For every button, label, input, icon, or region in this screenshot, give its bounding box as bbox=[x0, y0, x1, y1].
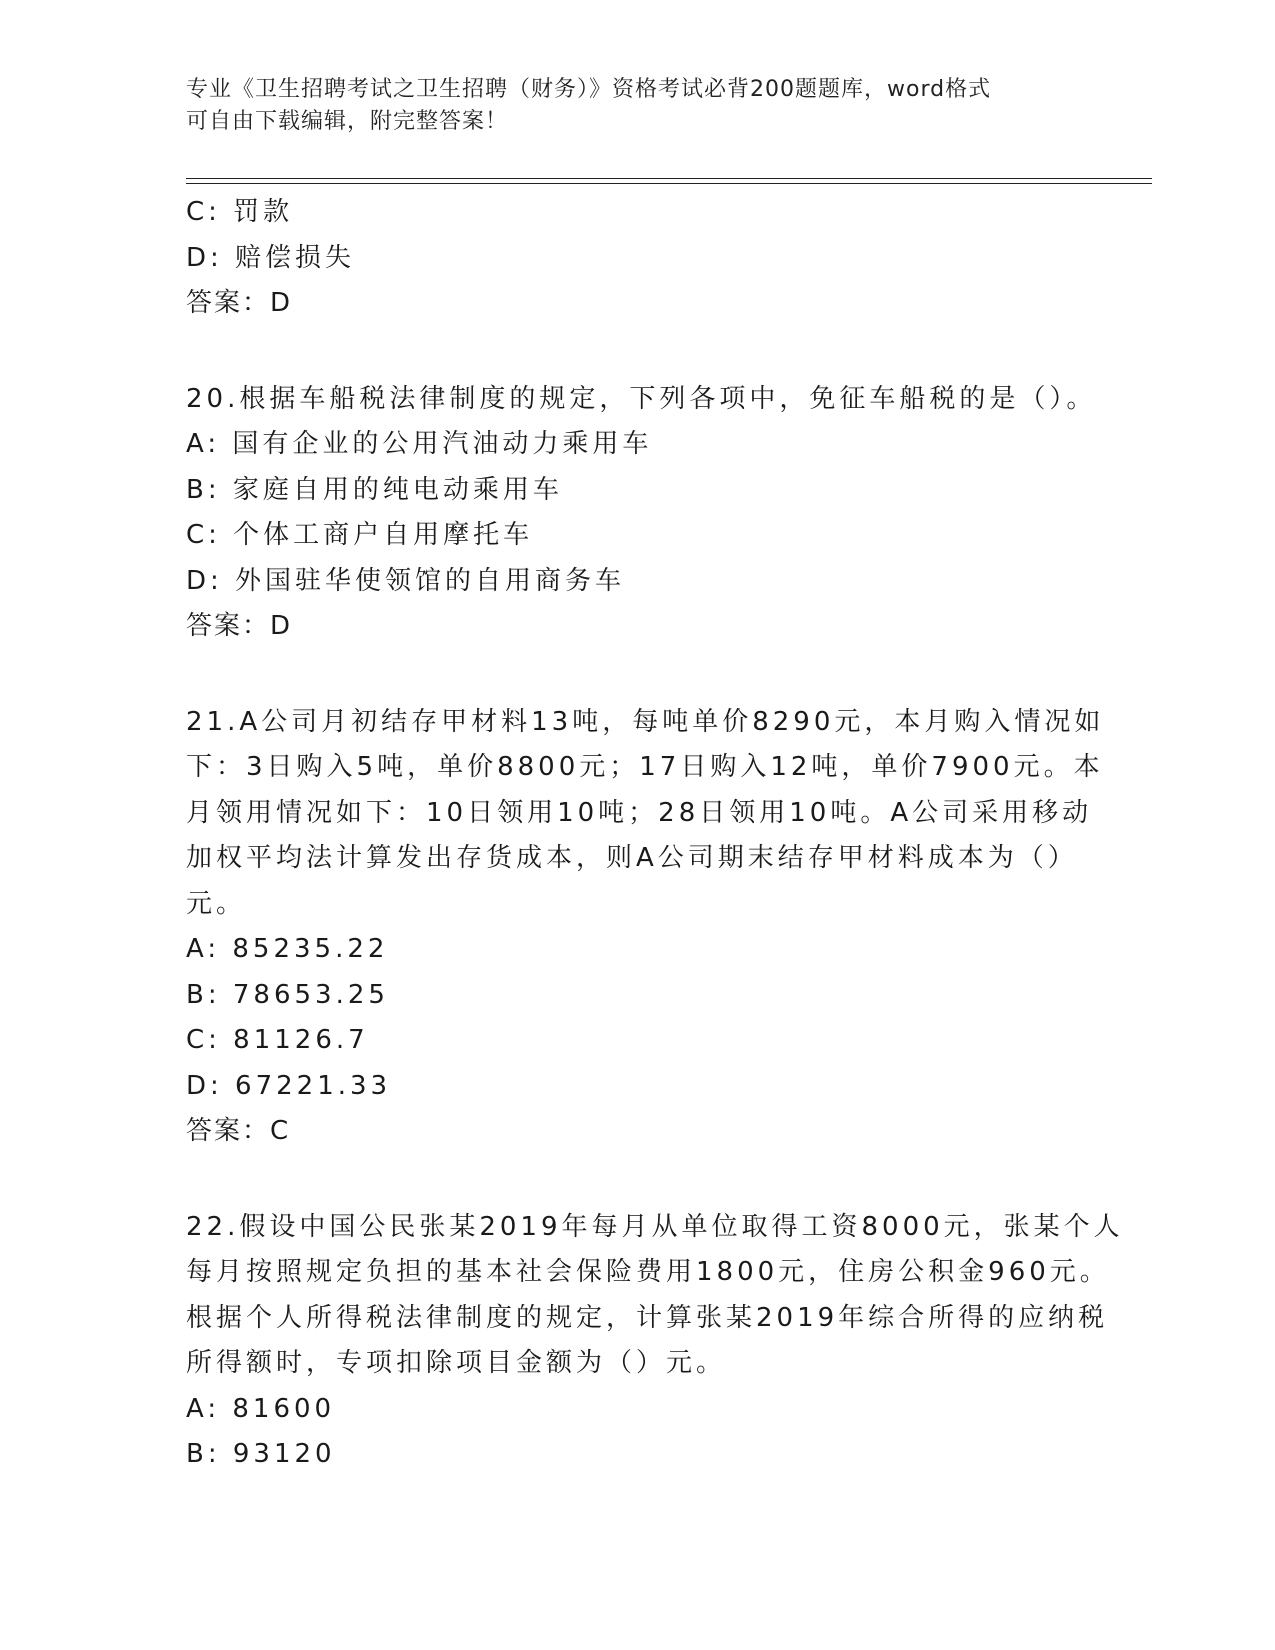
option-c: C: 个体工商户自用摩托车 bbox=[186, 520, 534, 550]
option-d: D: 赔偿损失 bbox=[186, 242, 356, 273]
question-22 bbox=[186, 1205, 1124, 1478]
header-divider-bottom bbox=[186, 183, 1152, 184]
question-stem-line: 月领用情况如下：10日领用10吨；28日领用10吨。A公司采用移动 bbox=[186, 797, 1093, 828]
question-list bbox=[186, 190, 1124, 1478]
header-divider-top bbox=[186, 178, 1152, 179]
question-stem-line: 所得额时，专项扣除项目金额为（）元。 bbox=[186, 1348, 727, 1378]
question-stem-line: 22.假设中国公民张某2019年每月从单位取得工资8000元，张某个人 bbox=[186, 1211, 1124, 1242]
question-20 bbox=[186, 377, 1097, 650]
question-21 bbox=[186, 700, 1105, 1155]
question-spacer bbox=[186, 1155, 1086, 1205]
question-stem-line: 根据个人所得税法律制度的规定，计算张某2019年综合所得的应纳税 bbox=[186, 1302, 1109, 1333]
question-stem: 20.根据车船税法律制度的规定，下列各项中，免征车船税的是（）。 bbox=[186, 383, 1097, 414]
option-c: C: 81126.7 bbox=[186, 1025, 369, 1055]
question-spacer bbox=[186, 650, 1086, 700]
option-b: B: 家庭自用的纯电动乘用车 bbox=[186, 474, 563, 505]
question-stem-line: 21.A公司月初结存甲材料13吨，每吨单价8290元，本月购入情况如 bbox=[186, 706, 1105, 737]
option-a: A: 国有企业的公用汽油动力乘用车 bbox=[186, 429, 653, 459]
option-a: A: 85235.22 bbox=[186, 934, 389, 964]
option-d: D: 67221.33 bbox=[186, 1070, 392, 1101]
question-stem-line: 下：3日购入5吨，单价8800元；17日购入12吨，单价7900元。本 bbox=[186, 752, 1104, 782]
answer-line: 答案：D bbox=[186, 611, 293, 641]
option-b: B: 78653.25 bbox=[186, 979, 389, 1010]
document-header bbox=[186, 74, 1066, 138]
option-d: D: 外国驻华使领馆的自用商务车 bbox=[186, 565, 626, 596]
question-stem-line: 加权平均法计算发出存货成本，则A公司期末结存甲材料成本为（） bbox=[186, 843, 1078, 873]
question-stem-line: 每月按照规定负担的基本社会保险费用1800元，住房公积金960元。 bbox=[186, 1257, 1110, 1287]
answer-line: 答案：C bbox=[186, 1116, 291, 1146]
question-stem-line: 元。 bbox=[186, 888, 247, 919]
option-a: A: 81600 bbox=[186, 1393, 336, 1424]
header-title-line-1: 专业《卫生招聘考试之卫生招聘（财务）》资格考试必背200题题库，word格式 bbox=[186, 77, 992, 102]
header-title-line-2: 可自由下载编辑，附完整答案！ bbox=[186, 109, 509, 134]
answer-line: 答案：D bbox=[186, 288, 293, 318]
option-c: C: 罚款 bbox=[186, 197, 294, 227]
question-19-tail bbox=[186, 190, 1086, 327]
option-b: B: 93120 bbox=[186, 1439, 336, 1469]
question-spacer bbox=[186, 327, 1086, 377]
